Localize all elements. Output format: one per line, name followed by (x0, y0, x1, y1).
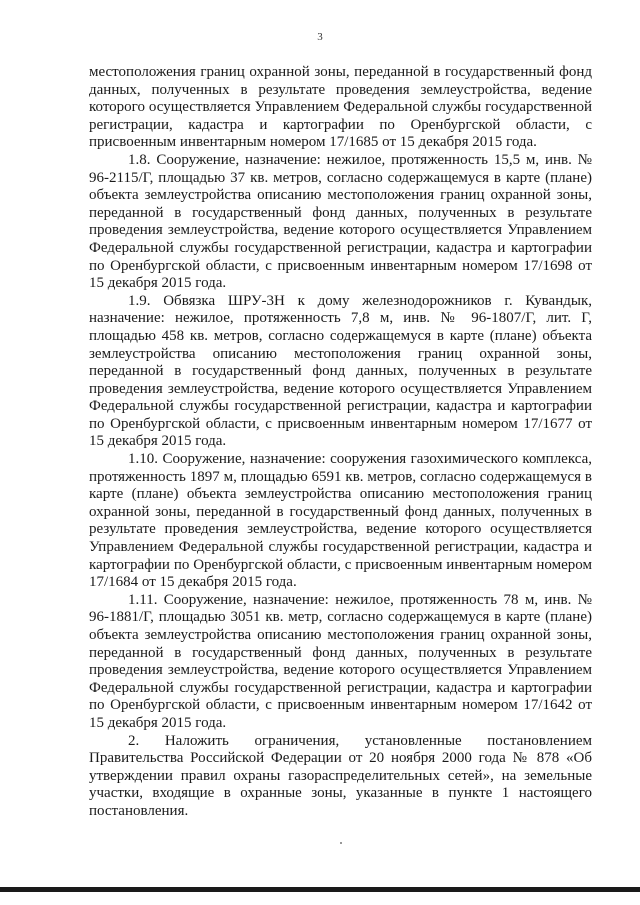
bottom-scan-edge (0, 887, 640, 892)
page-number: 3 (317, 31, 323, 43)
scan-speck (340, 842, 342, 844)
paragraph-continuation: местоположения границ охранной зоны, переданной в государственный фонд данных, полученных в результате проведения землеустройства, ведение которого осуществляется Управлением Федеральной службы государственной регистрации, кадастра и картографии по Оренбургской области, с присвоенным инвентарным номером 17/1685 от 15 декабря 2015 года. (89, 64, 592, 151)
paragraph-item-1-8: 1.8. Сооружение, назначение: нежилое, протяженность 15,5 м, инв. № 96-2115/Г, площадью 37 кв. метров, согласно содержащемуся в карте (плане) объекта землеустройства описанию местоположения границ охранной зоны, переданной в государственный фонд данных, полученных в результате проведения землеустройства, ведение которого осуществляется Управлением Федеральной службы государственной регистрации, кадастра и картографии по Оренбургской области, с присвоенным инвентарным номером 17/1698 от 15 декабря 2015 года. (89, 151, 592, 292)
paragraph-item-2: 2. Наложить ограничения, установленные постановлением Правительства Российской Федерации от 20 ноября 2000 года № 878 «Об утверждении правил охраны газораспределительных сетей», на земельные участки, входящие в охранные зоны, указанные в пункте 1 настоящего постановления. (89, 732, 592, 819)
paragraph-item-1-10: 1.10. Сооружение, назначение: сооружения газохимического комплекса, протяженность 1897 м, площадью 6591 кв. метров, согласно содержащемуся в карте (плане) объекта землеустройства описанию местоположения границ охранной зоны, переданной в государственный фонд данных, полученных в результате проведения землеустройства, ведение которого осуществляется Управлением Федеральной службы государственной регистрации, кадастра и картографии по Оренбургской области, с присвоенным инвентарным номером 17/1684 от 15 декабря 2015 года. (89, 451, 592, 591)
paragraph-item-1-9: 1.9. Обвязка ШРУ-3Н к дому железнодорожников г. Кувандык, назначение: нежилое, протяженность 7,8 м, инв. № 96-1807/Г, лит. Г, площадью 458 кв. метров, согласно содержащемуся в карте (плане) объекта землеустройства описанию местоположения границ охранной зоны, переданной в государственный фонд данных, полученных в результате проведения землеустройства, ведение которого осуществляется Управлением Федеральной службы государственной регистрации, кадастра и картографии по Оренбургской области, с присвоенным инвентарным номером 17/1677 от 15 декабря 2015 года. (89, 292, 592, 450)
document-body (89, 64, 592, 821)
paragraph-item-1-11: 1.11. Сооружение, назначение: нежилое, протяженность 78 м, инв. № 96-1881/Г, площадью 3051 кв. метр, согласно содержащемуся в карте (плане) объекта землеустройства описанию местоположения границ охранной зоны, переданной в государственный фонд данных, полученных в результате проведения землеустройства, ведение которого осуществляется Управлением Федеральной службы государственной регистрации, кадастра и картографии по Оренбургской области, с присвоенным инвентарным номером 17/1642 от 15 декабря 2015 года. (89, 591, 592, 731)
